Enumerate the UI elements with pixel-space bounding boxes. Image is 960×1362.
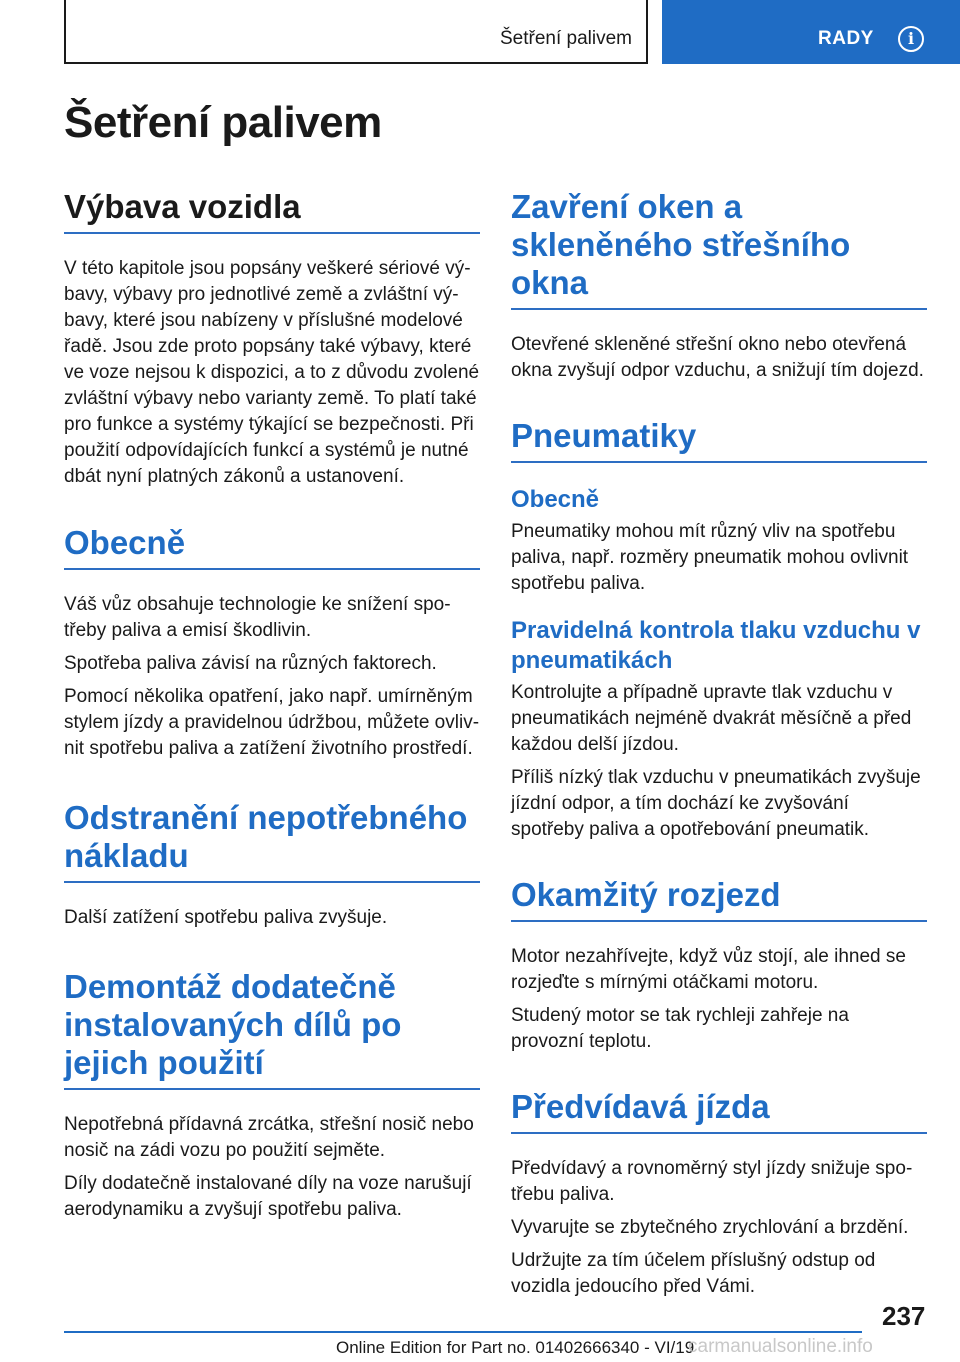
paragraph: Další zatížení spotřebu paliva zvyšuje. <box>64 907 388 928</box>
subsection-heading: Obecně <box>511 486 600 513</box>
section-heading: Zavření oken a skleněného střešního okna <box>511 188 927 310</box>
paragraph: Díly dodatečně instalované díly na voze narušují aerodynamiku a zvyšují spotřebu paliva. <box>64 1173 472 1220</box>
paragraph: V této kapitole jsou popsány veškeré sériové vý-bavy, výbavy pro jednotlivé země a zvláštní vý-bavy, které jsou nabízeny v příslušné modelové řadě. Jsou zde proto popsány také výbavy, které ve voze nejsou k dispozici, a to z důvodu zvolené zvláštní výbavy nebo varianty země. To platí také pro funkce a systémy týkající se bezpečnosti. Při použití odpovídajících funkcí a systémů je nutné dbát nyní platných zákonů a ustanovení. <box>64 258 480 487</box>
right-column <box>511 188 927 1307</box>
paragraph: Pomocí několika opatření, jako např. umírněným stylem jízdy a pravidelnou údržbou, můžete ovliv-nit spotřebu paliva a zatížení životního prostředí. <box>64 686 480 759</box>
page-title: Šetření palivem <box>64 98 382 147</box>
paragraph: Kontrolujte a případně upravte tlak vzduchu v pneumatikách nejméně dvakrát měsíčně a před každou delší jízdou. <box>511 682 912 755</box>
paragraph: Udržujte za tím účelem příslušný odstup od vozidla jedoucího před Vámi. <box>511 1250 876 1297</box>
section-heading: Okamžitý rozjezd <box>511 876 927 922</box>
header-section-label: Šetření palivem <box>499 28 632 49</box>
paragraph: Pneumatiky mohou mít různý vliv na spotřebu paliva, např. rozměry pneumatik mohou ovlivnit spotřebu paliva. <box>511 521 909 594</box>
section-heading: Demontáž dodatečně instalovaných dílů po jejich použití <box>64 968 480 1090</box>
left-column <box>64 188 480 1230</box>
section-heading: Odstranění nepotřebného nákladu <box>64 799 480 883</box>
section-heading: Pneumatiky <box>511 417 927 463</box>
paragraph: Vyvarujte se zbytečného zrychlování a brzdění. <box>511 1217 909 1238</box>
paragraph: Váš vůz obsahuje technologie ke snížení spo-třeby paliva a emisí škodlivin. <box>64 594 451 641</box>
edition-note: Online Edition for Part no. 01402666340 - VI/19 <box>336 1338 695 1357</box>
page-number: 237 <box>882 1301 926 1331</box>
watermark: carmanualsonline.info <box>688 1336 873 1357</box>
section-heading: Předvídavá jízda <box>511 1088 927 1134</box>
paragraph: Příliš nízký tlak vzduchu v pneumatikách zvyšuje jízdní odpor, a tím dochází ke zvyšování spotřeby paliva a opotřebování pneumatik. <box>511 767 921 840</box>
paragraph: Předvídavý a rovnoměrný styl jízdy snižuje spo-třebu paliva. <box>511 1158 913 1205</box>
footer-rule <box>64 1331 862 1333</box>
paragraph: Nepotřebná přídavná zrcátka, střešní nosič nebo nosič na zádi vozu po použití sejměte. <box>64 1114 474 1161</box>
header-section-tab <box>64 0 648 64</box>
paragraph: Otevřené skleněné střešní okno nebo otevřená okna zvyšují odpor vzduchu, a snižují tím dojezd. <box>511 334 924 381</box>
header-chapter-tab <box>662 0 960 64</box>
section-heading: Obecně <box>64 524 480 570</box>
paragraph: Studený motor se tak rychleji zahřeje na provozní teplotu. <box>511 1005 849 1052</box>
info-icon: i <box>898 26 924 52</box>
subsection-heading: Pravidelná kontrola tlaku vzduchu v pneumatikách <box>511 617 921 674</box>
paragraph: Motor nezahřívejte, když vůz stojí, ale ihned se rozjeďte s mírnými otáčkami motoru. <box>511 946 906 993</box>
paragraph: Spotřeba paliva závisí na různých faktorech. <box>64 653 437 674</box>
section-heading: Výbava vozidla <box>64 188 480 234</box>
header-chapter-label: RADY <box>818 28 874 49</box>
